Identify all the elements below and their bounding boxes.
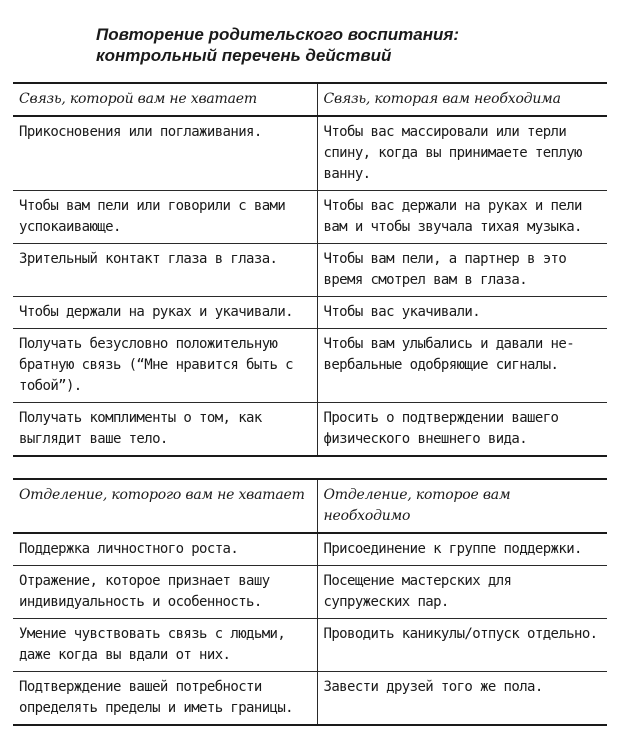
table-cell: Чтобы вас укачивали. xyxy=(317,297,607,329)
table-cell: Чтобы вам улыбались и давали не-вербальные одобряющие сигналы. xyxy=(317,329,607,403)
table-row xyxy=(13,297,607,329)
table-row xyxy=(13,672,607,726)
table-cell: Зрительный контакт глаза в глаза. xyxy=(13,244,317,297)
table-cell: Подтверждение вашей потребности определять пределы и иметь границы. xyxy=(13,672,317,726)
table-row xyxy=(13,191,607,244)
title-line-2: контрольный перечень действий xyxy=(96,46,392,65)
table-row xyxy=(13,329,607,403)
table-cell: Чтобы вам пели или говорили с вами успокаивающе. xyxy=(13,191,317,244)
column-header-needed-separation: Отделение, которое вам необходимо xyxy=(317,479,607,533)
table-cell: Присоединение к группе поддержки. xyxy=(317,533,607,566)
table-cell: Завести друзей того же пола. xyxy=(317,672,607,726)
table-cell: Получать безусловно положительную братную связь (“Мне нравится быть с тобой”). xyxy=(13,329,317,403)
column-header-needed-connection: Связь, которая вам необходима xyxy=(317,83,607,116)
table-cell: Чтобы вам пели, а партнер в это время смотрел вам в глаза. xyxy=(317,244,607,297)
page-title xyxy=(96,24,596,66)
table-cell: Получать комплименты о том, как выглядит ваше тело. xyxy=(13,403,317,457)
table-cell: Проводить каникулы/отпуск отдельно. xyxy=(317,619,607,672)
table-row xyxy=(13,619,607,672)
table-row xyxy=(13,403,607,457)
table-row xyxy=(13,533,607,566)
table-cell: Прикосновения или поглаживания. xyxy=(13,116,317,191)
table-cell: Поддержка личностного роста. xyxy=(13,533,317,566)
table-row xyxy=(13,116,607,191)
title-line-1: Повторение родительского воспитания: xyxy=(96,25,460,44)
table-row xyxy=(13,244,607,297)
table-cell: Просить о подтверждении вашего физического внешнего вида. xyxy=(317,403,607,457)
table-cell: Чтобы вас держали на руках и пели вам и чтобы звучала тихая музыка. xyxy=(317,191,607,244)
table-row xyxy=(13,566,607,619)
column-header-missing-separation: Отделение, которого вам не хватает xyxy=(13,479,317,533)
table-cell: Отражение, которое признает вашу индивидуальность и особенность. xyxy=(13,566,317,619)
separation-table xyxy=(13,478,607,726)
table-header-row xyxy=(13,479,607,533)
table-cell: Умение чувствовать связь с людьми, даже когда вы вдали от них. xyxy=(13,619,317,672)
table-cell: Чтобы вас массировали или терли спину, когда вы принимаете теплую ванну. xyxy=(317,116,607,191)
table-cell: Чтобы держали на руках и укачивали. xyxy=(13,297,317,329)
table-header-row xyxy=(13,83,607,116)
column-header-missing-connection: Связь, которой вам не хватает xyxy=(13,83,317,116)
table-cell: Посещение мастерских для супружеских пар. xyxy=(317,566,607,619)
connection-table xyxy=(13,82,607,457)
